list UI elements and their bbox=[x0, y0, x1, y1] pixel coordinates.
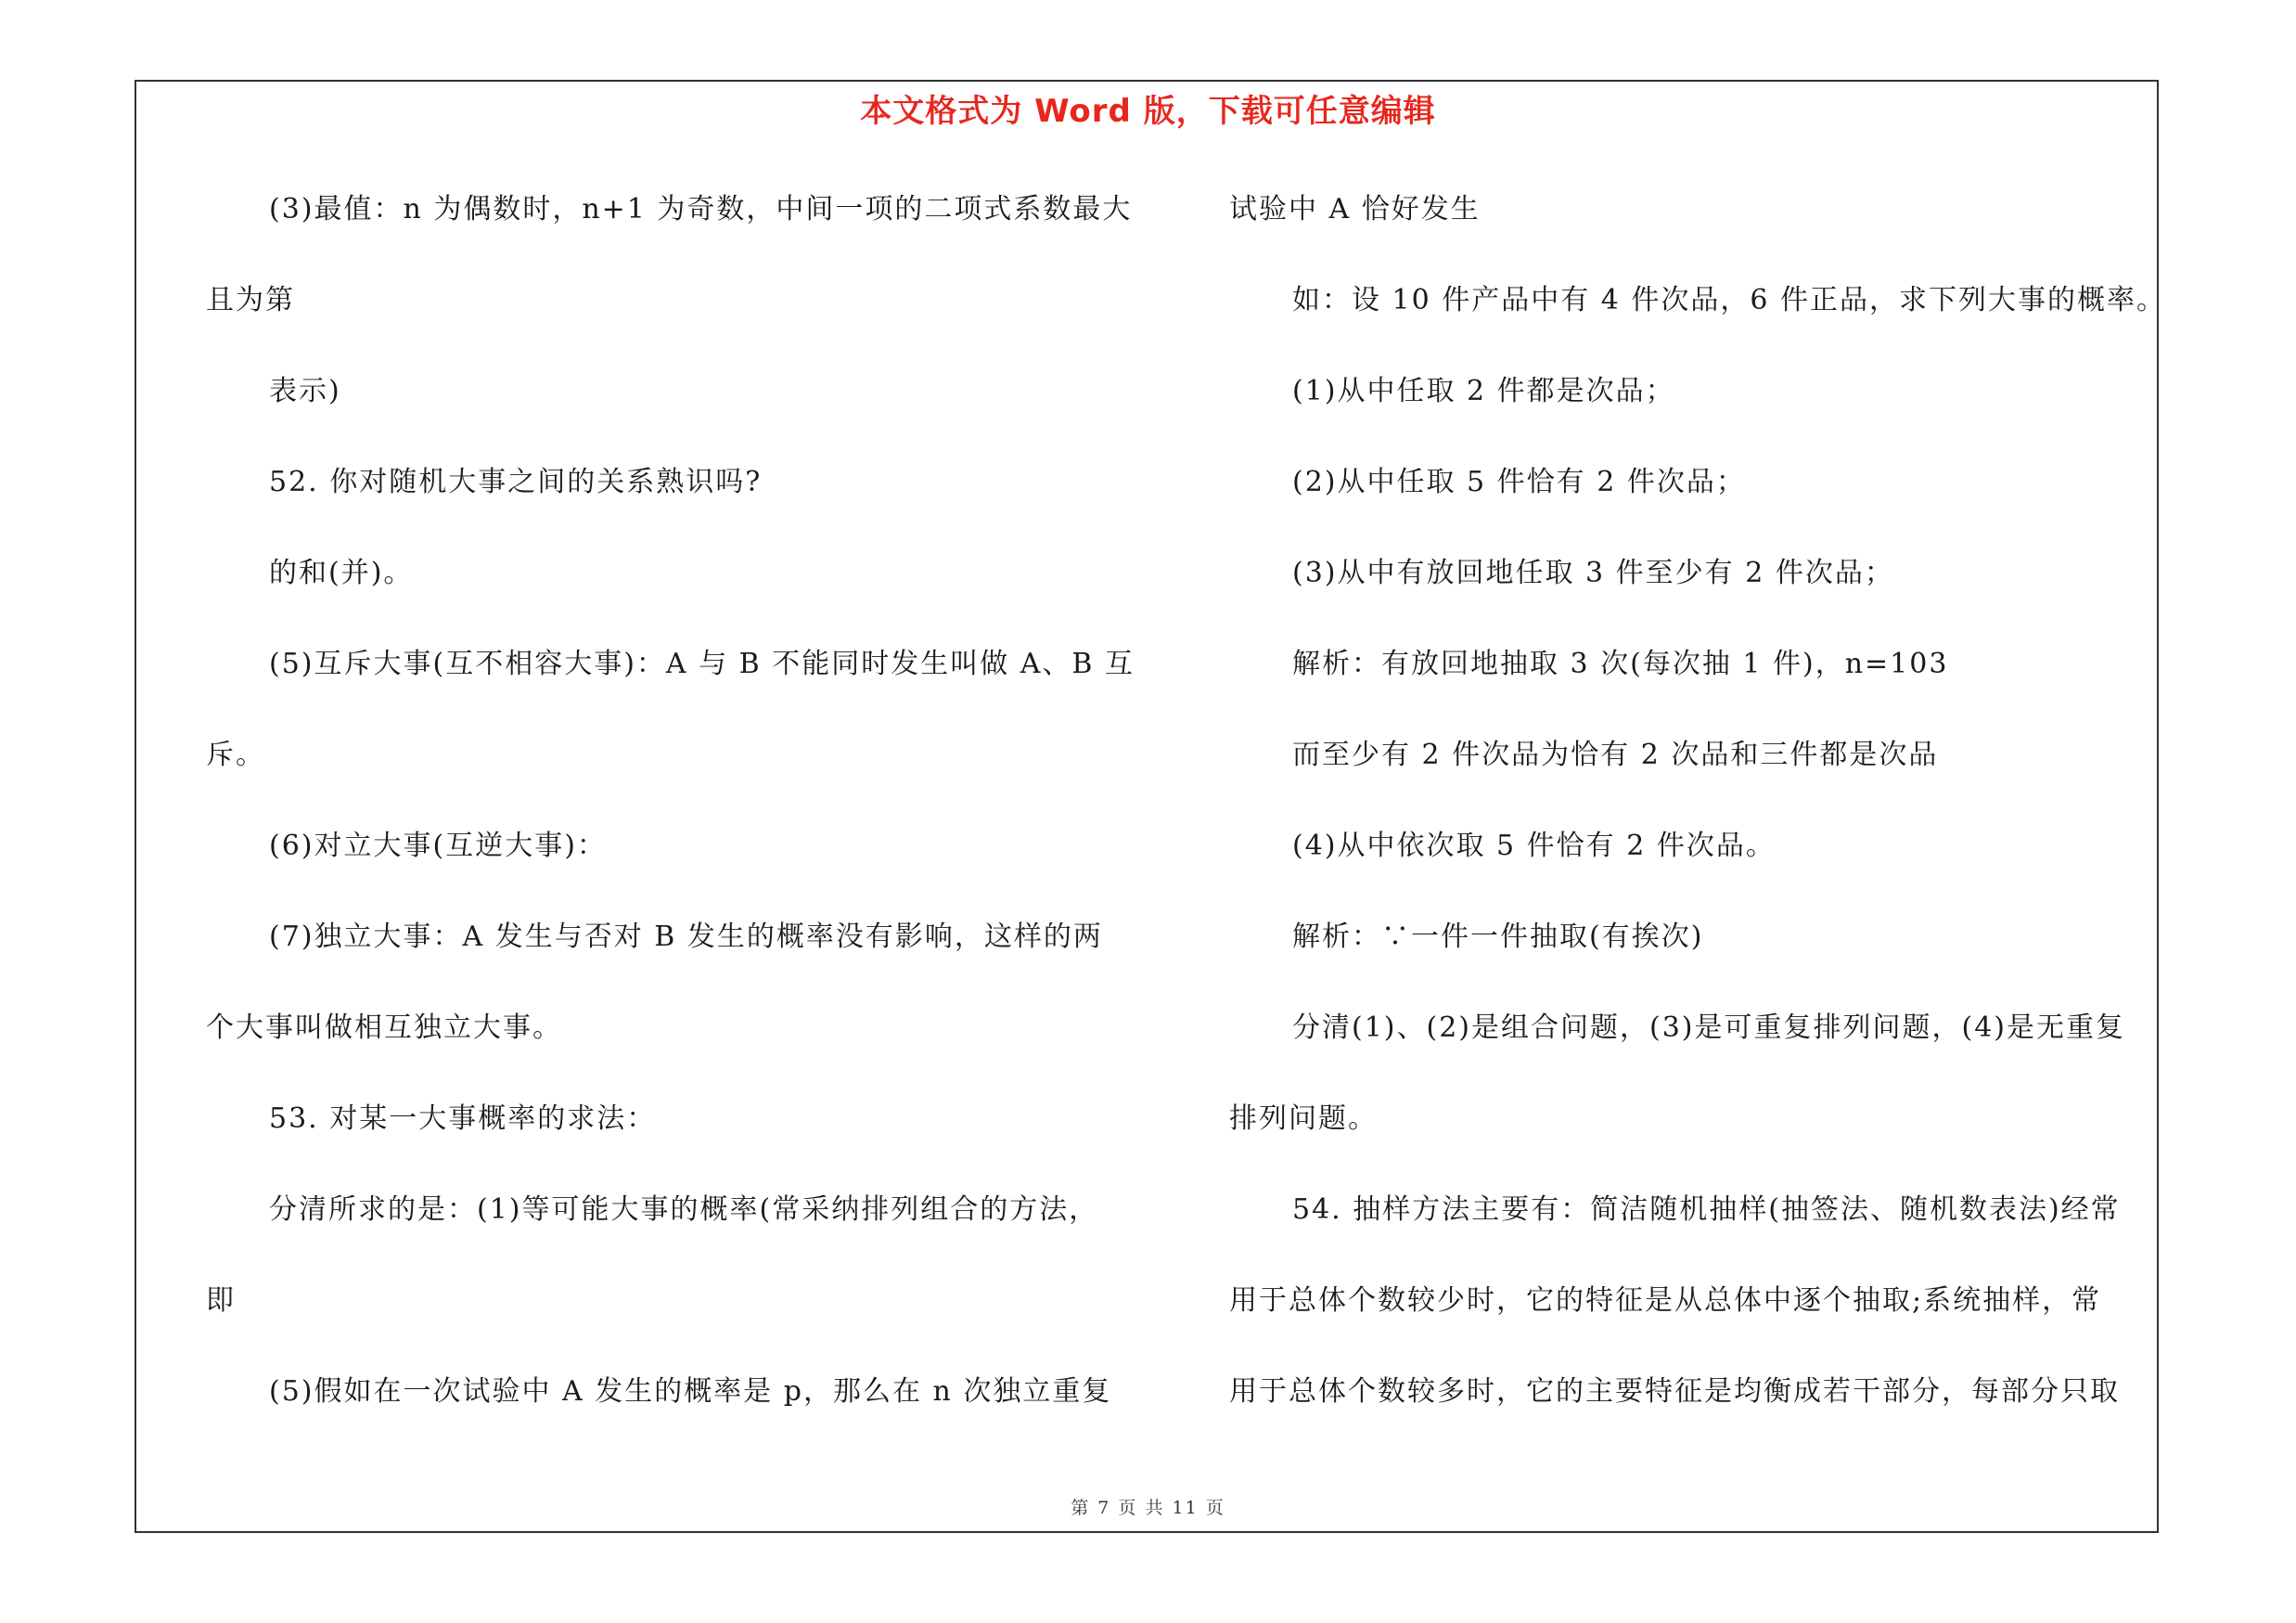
right-line-3: (1)从中任取 2 件都是次品； bbox=[1292, 375, 1675, 407]
right-line-5: (3)从中有放回地任取 3 件至少有 2 件次品； bbox=[1292, 557, 1894, 589]
right-line-6: 解析：有放回地抽取 3 次(每次抽 1 件)，n=103 bbox=[1292, 648, 1949, 680]
left-line-12: 分清所求的是：(1)等可能大事的概率(常采纳排列组合的方法， bbox=[269, 1193, 1099, 1226]
left-line-3: 表示) bbox=[269, 375, 341, 407]
left-line-9: (7)独立大事：A 发生与否对 B 发生的概率没有影响，这样的两 bbox=[269, 921, 1103, 953]
right-line-2: 如：设 10 件产品中有 4 件次品，6 件正品，求下列大事的概率。 bbox=[1292, 284, 2167, 316]
right-line-13: 用于总体个数较少时，它的特征是从总体中逐个抽取;系统抽样，常 bbox=[1229, 1284, 2102, 1317]
right-line-9: 解析：∵一件一件抽取(有挨次) bbox=[1292, 921, 1704, 953]
left-line-2: 且为第 bbox=[206, 284, 295, 316]
left-line-13: 即 bbox=[206, 1284, 236, 1317]
left-line-5: 的和(并)。 bbox=[269, 557, 414, 589]
right-line-10: 分清(1)、(2)是组合问题，(3)是可重复排列问题，(4)是无重复 bbox=[1292, 1011, 2125, 1044]
left-line-4: 52. 你对随机大事之间的关系熟识吗? bbox=[269, 466, 763, 498]
right-line-7: 而至少有 2 件次品为恰有 2 次品和三件都是次品 bbox=[1292, 739, 1939, 771]
right-line-4: (2)从中任取 5 件恰有 2 件次品； bbox=[1292, 466, 1746, 498]
right-line-1: 试验中 A 恰好发生 bbox=[1229, 193, 1481, 225]
left-line-1: (3)最值：n 为偶数时，n+1 为奇数，中间一项的二项式系数最大 bbox=[269, 193, 1133, 225]
right-line-12: 54. 抽样方法主要有：简洁随机抽样(抽签法、随机数表法)经常 bbox=[1292, 1193, 2121, 1226]
left-line-11: 53. 对某一大事概率的求法： bbox=[269, 1102, 657, 1135]
left-line-7: 斥。 bbox=[206, 739, 265, 771]
right-line-8: (4)从中依次取 5 件恰有 2 件次品。 bbox=[1292, 830, 1776, 862]
right-line-11: 排列问题。 bbox=[1229, 1102, 1378, 1135]
page-number: 第 7 页 共 11 页 bbox=[1071, 1498, 1225, 1518]
left-line-10: 个大事叫做相互独立大事。 bbox=[206, 1011, 562, 1044]
format-banner: 本文格式为 Word 版，下载可任意编辑 bbox=[860, 93, 1436, 130]
left-line-6: (5)互斥大事(互不相容大事)：A 与 B 不能同时发生叫做 A、B 互 bbox=[269, 648, 1135, 680]
left-line-14: (5)假如在一次试验中 A 发生的概率是 p，那么在 n 次独立重复 bbox=[269, 1375, 1112, 1408]
right-line-14: 用于总体个数较多时，它的主要特征是均衡成若干部分，每部分只取 bbox=[1229, 1375, 2120, 1408]
left-line-8: (6)对立大事(互逆大事)： bbox=[269, 830, 607, 862]
